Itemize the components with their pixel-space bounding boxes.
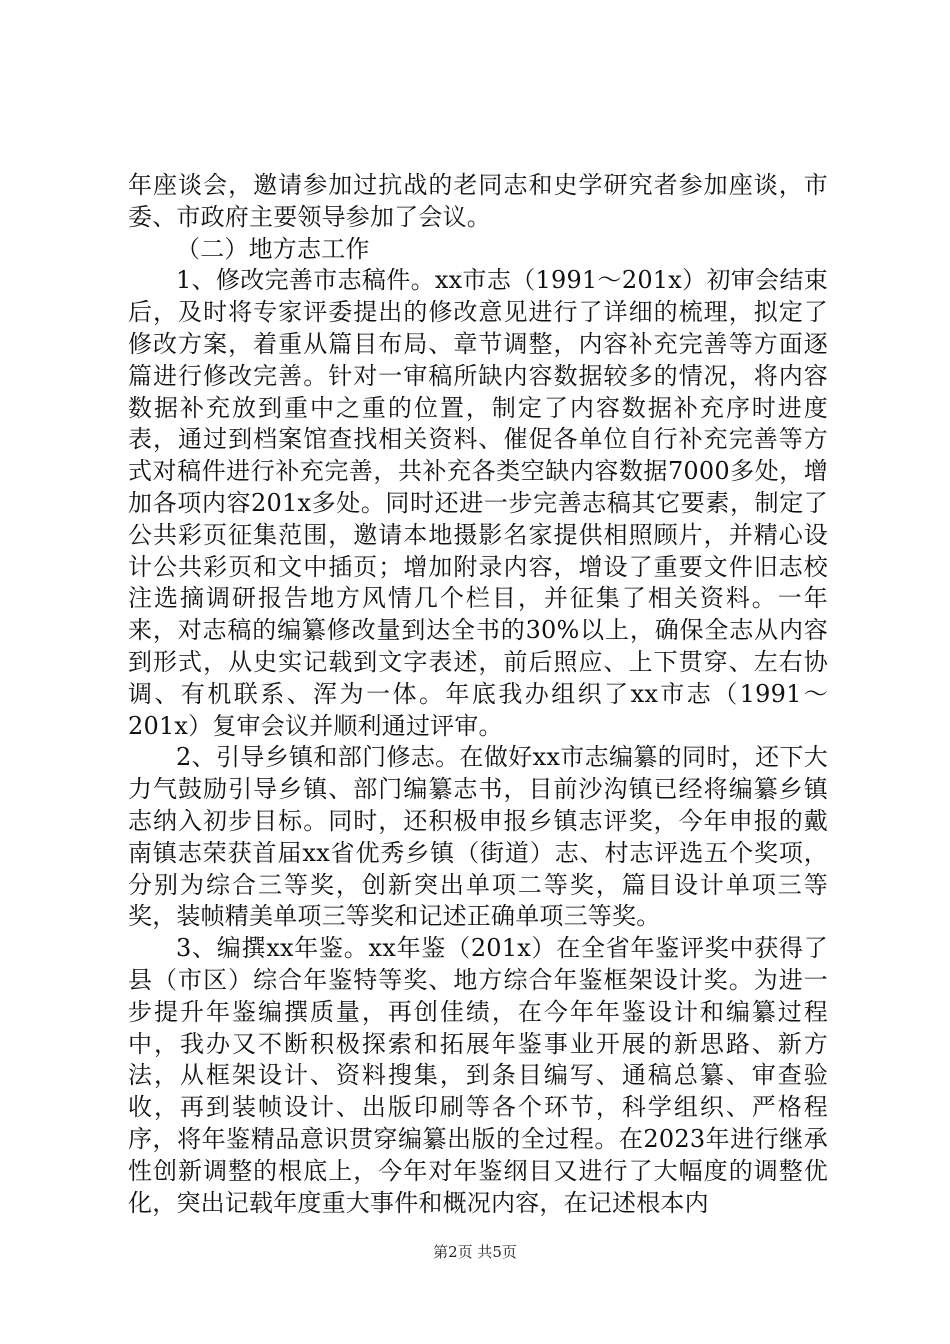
section-heading: （二）地方志工作: [176, 234, 370, 263]
document-body: [128, 170, 828, 1219]
paragraph-3: 3、编撰xx年鉴。xx年鉴（201x）在全省年鉴评奖中获得了县（市区）综合年鉴特等奖、地方综合年鉴框架设计奖。为进一步提升年鉴编撰质量，再创佳绩，在今年年鉴设计和编纂过程中，我办又不断积极探索和拓展年鉴事业开展的新思路、新方法，从框架设计、资料搜集，到条目编写、通稿总纂、审查验收，再到装帧设计、出版印刷等各个环节，科学组织、严格程序，将年鉴精品意识贯穿编纂出版的全过程。在2023年进行继承性创新调整的根底上，今年对年鉴纲目又进行了大幅度的调整优化，突出记载年度重大事件和概况内容，在记述根本内: [128, 934, 828, 1217]
paragraph-continuation: 年座谈会，邀请参加过抗战的老同志和史学研究者参加座谈，市委、市政府主要领导参加了会议。: [128, 171, 828, 231]
page-footer: 第2页 共5页: [433, 1243, 517, 1261]
paragraph-1: 1、修改完善市志稿件。xx市志（1991～201x）初审会结束后，及时将专家评委提出的修改意见进行了详细的梳理，拟定了修改方案，着重从篇目布局、章节调整，内容补充完善等方面逐篇进行修改完善。针对一审稿所缺内容数据较多的情况，将内容数据补充放到重中之重的位置，制定了内容数据补充序时进度表，通过到档案馆查找相关资料、催促各单位自行补充完善等方式对稿件进行补充完善，共补充各类空缺内容数据7000多处，增加各项内容201x多处。同时还进一步完善志稿其它要素，制定了公共彩页征集范围，邀请本地摄影名家提供相照顾片，并精心设计公共彩页和文中插页；增加附录内容，增设了重要文件旧志校注选摘调研报告地方风情几个栏目，并征集了相关资料。一年来，对志稿的编纂修改量到达全书的30%以上，确保全志从内容到形式，从史实记载到文字表述，前后照应、上下贯穿、左右协调、有机联系、浑为一体。年底我办组织了xx市志（1991～201x）复审会议并顺利通过评审。: [128, 266, 828, 740]
paragraph-2: 2、引导乡镇和部门修志。在做好xx市志编纂的同时，还下大力气鼓励引导乡镇、部门编纂志书，目前沙沟镇已经将编纂乡镇志纳入初步目标。同时，还积极申报乡镇志评奖，今年申报的戴南镇志荣获首届xx省优秀乡镇（街道）志、村志评选五个奖项，分别为综合三等奖，创新突出单项二等奖，篇目设计单项三等奖，装帧精美单项三等奖和记述正确单项三等奖。: [128, 743, 828, 931]
